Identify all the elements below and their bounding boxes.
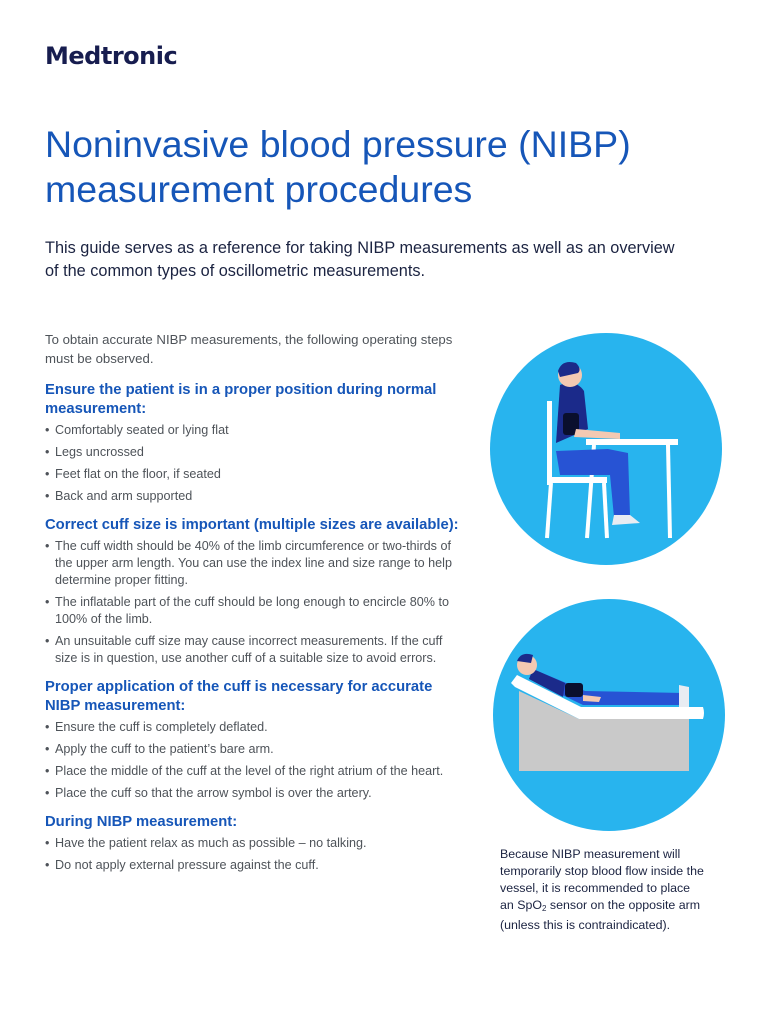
- section-position: [45, 381, 465, 505]
- section-heading-line-1: Ensure the patient is in a proper position during normal: [45, 382, 437, 398]
- section-heading-line-1: Proper application of the cuff is necessary for accurate: [45, 679, 433, 695]
- title-line-2: measurement procedures: [45, 168, 473, 210]
- seated-patient-icon: [490, 333, 722, 565]
- section-heading: [45, 381, 465, 419]
- page-title: [45, 122, 735, 212]
- bullet-item: • The inflatable part of the cuff should be long enough to encircle 80% to 100% of the limb.: [45, 594, 465, 628]
- intro-line-2: of the common types of oscillometric measurements.: [45, 262, 426, 280]
- bullet-item: • Place the middle of the cuff at the level of the right atrium of the heart.: [45, 763, 465, 780]
- bullet-item: • Place the cuff so that the arrow symbol is over the artery.: [45, 785, 465, 802]
- bullet-item: • Ensure the cuff is completely deflated.: [45, 719, 465, 736]
- bullet-item: • Apply the cuff to the patient’s bare arm.: [45, 741, 465, 758]
- section-heading: [45, 813, 465, 832]
- reclined-patient-icon: [493, 599, 725, 831]
- bullet-item: • Do not apply external pressure against the cuff.: [45, 857, 465, 874]
- section-cuff-application: [45, 678, 465, 802]
- seated-patient-illustration: [490, 333, 722, 565]
- reclined-patient-illustration: [493, 599, 725, 831]
- bullet-item: • Feet flat on the floor, if seated: [45, 466, 465, 483]
- bullet-list: [45, 538, 465, 667]
- section-heading: [45, 516, 465, 535]
- bullet-list: [45, 835, 465, 874]
- bullet-item: • The cuff width should be 40% of the limb circumference or two-thirds of the upper arm length. You can use the index line and size range to help determine proper fitting.: [45, 538, 465, 589]
- spo2-note: [500, 846, 740, 934]
- section-heading-line-1: Correct cuff size is important (multiple sizes are available):: [45, 517, 459, 533]
- bullet-item: • Back and arm supported: [45, 488, 465, 505]
- medtronic-logo: Medtronic: [45, 42, 178, 70]
- bullet-list: [45, 422, 465, 505]
- intro-paragraph: [45, 237, 735, 283]
- section-heading-line-1: During NIBP measurement:: [45, 814, 238, 830]
- bullet-item: • An unsuitable cuff size may cause incorrect measurements. If the cuff size is in question, use another cuff of a suitable size to avoid errors.: [45, 633, 465, 667]
- note-line-2: temporarily stop blood flow inside the: [500, 864, 704, 878]
- note-subscript: 2: [542, 904, 547, 913]
- procedure-content: [45, 330, 465, 885]
- lead-paragraph: To obtain accurate NIBP measurements, the following operating steps must be observed.: [45, 332, 453, 366]
- note-line-1: Because NIBP measurement will: [500, 847, 681, 861]
- note-line-4: [500, 897, 740, 917]
- bullet-item: • Legs uncrossed: [45, 444, 465, 461]
- intro-line-1: This guide serves as a reference for taking NIBP measurements as well as an overview: [45, 239, 675, 257]
- note-line-3: vessel, it is recommended to place: [500, 881, 691, 895]
- section-during-measurement: [45, 813, 465, 874]
- section-heading-line-2: NIBP measurement:: [45, 698, 186, 714]
- title-line-1: Noninvasive blood pressure (NIBP): [45, 123, 631, 165]
- bullet-list: [45, 719, 465, 802]
- note-line-4-post: sensor on the opposite arm: [546, 898, 701, 912]
- section-heading-line-2: measurement:: [45, 401, 147, 417]
- section-cuff-size: [45, 516, 465, 667]
- note-line-5: (unless this is contraindicated).: [500, 918, 671, 932]
- bullet-item: • Have the patient relax as much as possible – no talking.: [45, 835, 465, 852]
- bullet-item: • Comfortably seated or lying flat: [45, 422, 465, 439]
- note-line-4-pre: an SpO: [500, 898, 543, 912]
- section-heading: [45, 678, 465, 716]
